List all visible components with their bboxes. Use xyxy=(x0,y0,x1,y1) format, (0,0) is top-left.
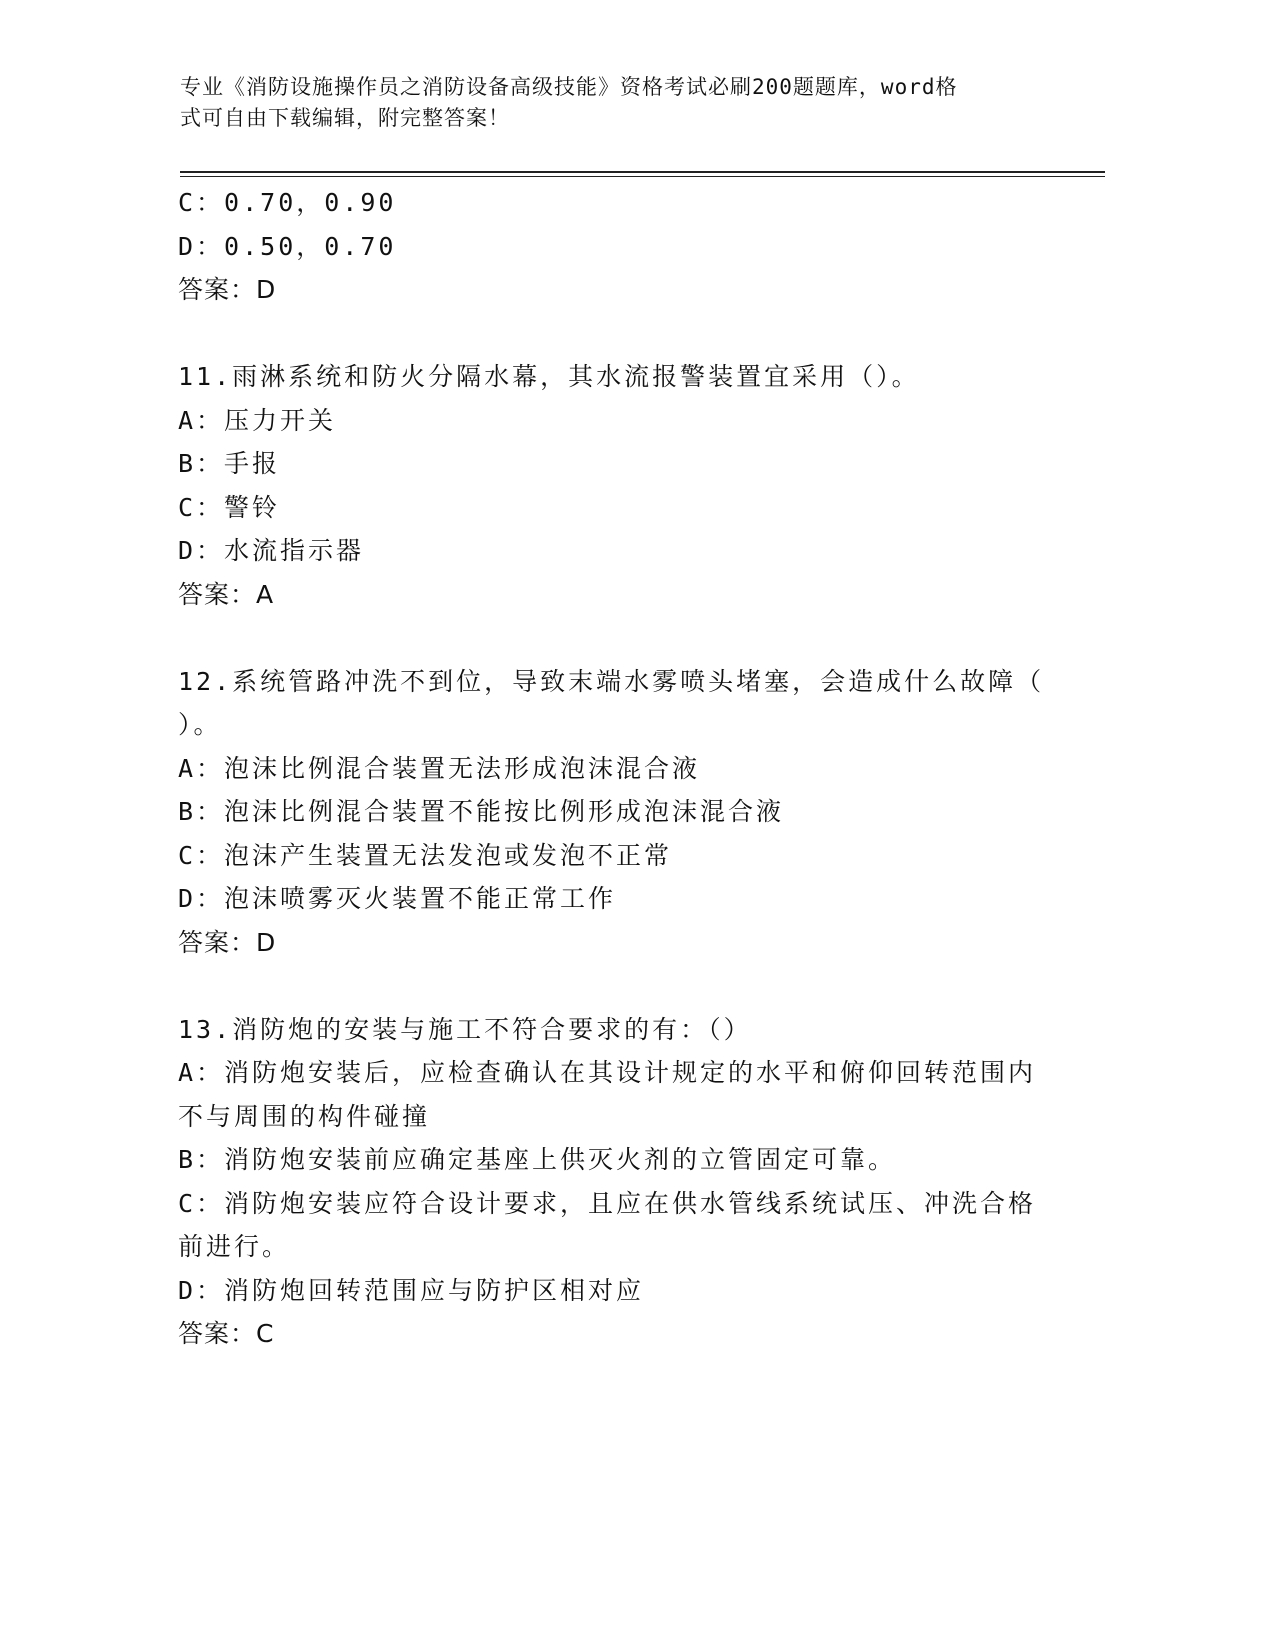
question-stem: 11.雨淋系统和防火分隔水幕，其水流报警装置宜采用（）。 xyxy=(178,362,920,391)
header-divider-thin xyxy=(180,176,1105,177)
question-block-11 xyxy=(178,355,1058,616)
document-header xyxy=(180,72,1040,134)
answer-line: 答案：A xyxy=(178,579,275,609)
option-c: C：泡沫产生装置无法发泡或发泡不正常 xyxy=(178,840,673,870)
question-stem: 12.系统管路冲洗不到位，导致末端水雾喷头堵塞，会造成什么故障（ xyxy=(178,666,1045,696)
question-block-10 xyxy=(178,181,1058,312)
question-block-13 xyxy=(178,1008,1058,1356)
question-block-12 xyxy=(178,660,1058,965)
question-stem-continuation: ）。 xyxy=(178,710,222,739)
header-line: 式可自由下载编辑，附完整答案！ xyxy=(180,106,510,130)
option-c: C：警铃 xyxy=(178,492,281,522)
option-d: D：消防炮回转范围应与防护区相对应 xyxy=(178,1275,645,1305)
answer-line: 答案：D xyxy=(178,275,277,304)
spacer xyxy=(178,964,1058,1008)
spacer xyxy=(178,312,1058,356)
option-a: A：消防炮安装后，应检查确认在其设计规定的水平和俯仰回转范围内 xyxy=(178,1058,1037,1087)
option-b: B：消防炮安装前应确定基座上供灭火剂的立管固定可靠。 xyxy=(178,1145,897,1174)
question-stem: 13.消防炮的安装与施工不符合要求的有：（） xyxy=(178,1014,752,1044)
option-d: D：水流指示器 xyxy=(178,536,365,565)
option-b: B：泡沫比例混合装置不能按比例形成泡沫混合液 xyxy=(178,797,785,826)
question-list xyxy=(178,181,1058,1356)
option-c-continuation: 前进行。 xyxy=(178,1232,291,1261)
option-a-continuation: 不与周围的构件碰撞 xyxy=(178,1101,431,1131)
spacer xyxy=(178,616,1058,660)
option-b: B：手报 xyxy=(178,449,281,478)
header-divider-thick xyxy=(180,171,1105,173)
answer-line: 答案：C xyxy=(178,1319,275,1348)
option-d: D：0.50，0.70 xyxy=(178,231,397,261)
option-c: C：消防炮安装应符合设计要求，且应在供水管线系统试压、冲洗合格 xyxy=(178,1188,1037,1218)
answer-line: 答案：D xyxy=(178,927,277,957)
option-c: C：0.70，0.90 xyxy=(178,188,397,217)
header-line: 专业《消防设施操作员之消防设备高级技能》资格考试必刷200题题库，word格 xyxy=(180,75,958,99)
option-d: D：泡沫喷雾灭火装置不能正常工作 xyxy=(178,884,617,913)
option-a: A：压力开关 xyxy=(178,405,337,435)
option-a: A：泡沫比例混合装置无法形成泡沫混合液 xyxy=(178,753,701,783)
